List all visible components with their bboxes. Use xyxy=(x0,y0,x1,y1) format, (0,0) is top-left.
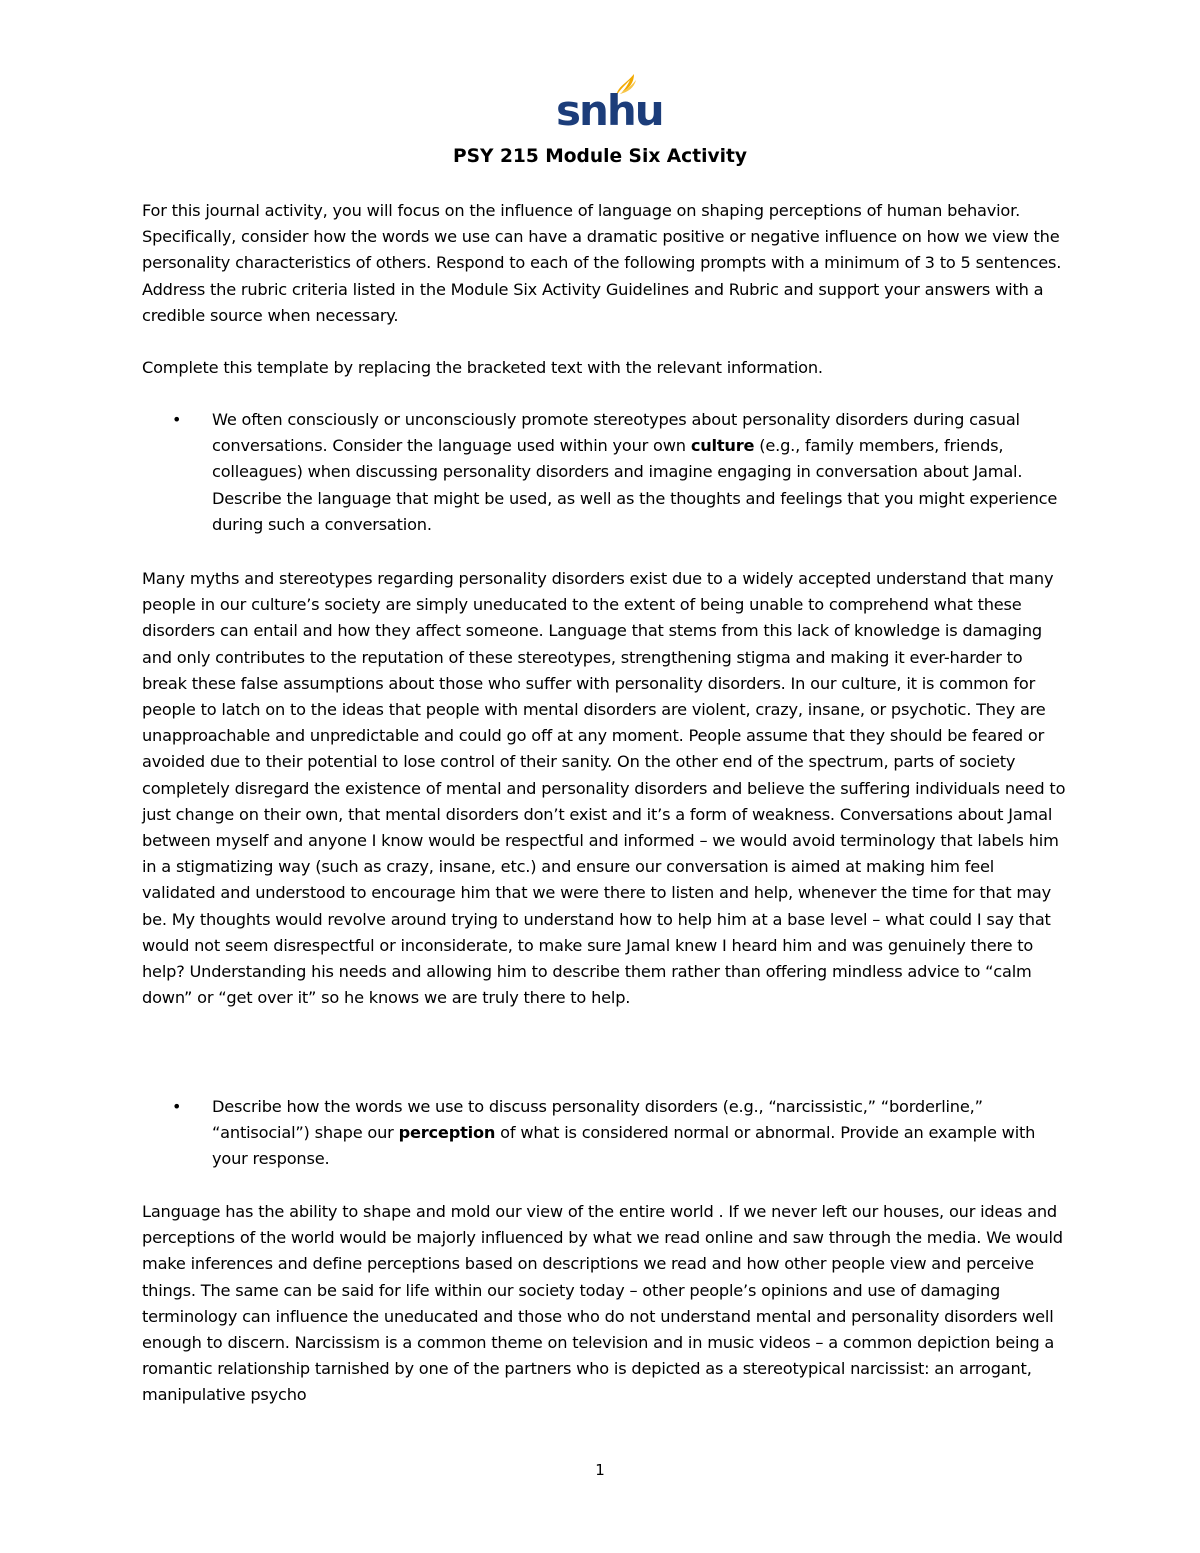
prompt-1-text xyxy=(212,407,1067,538)
prompt-1-after: (e.g., family members, friends, colleagues) when discussing personality disorders and imagine engaging in conversation about Jamal. Describe the language that might be used, as well as the thoughts and feelings that you might experience during such a conversation. xyxy=(212,436,1058,534)
page-number: 1 xyxy=(595,1461,605,1479)
bullet-marker: • xyxy=(172,1097,182,1116)
prompt-1 xyxy=(172,407,1067,538)
document-title: PSY 215 Module Six Activity xyxy=(453,146,747,167)
prompt-2 xyxy=(172,1094,1067,1173)
template-instruction: Complete this template by replacing the bracketed text with the relevant information. xyxy=(142,358,823,377)
prompt-1-bold: culture xyxy=(690,436,755,456)
answer-2-paragraph: Language has the ability to shape and mold our view of the entire world . If we never left our houses, our ideas and perceptions of the world would be majorly influenced by what we read online and saw through the media. We would make inferences and define perceptions based on descriptions we read and how other people view and perceive things. The same can be said for life within our society today – other people’s opinions and use of damaging terminology can influence the uneducated and those who do not understand mental and personality disorders well enough to discern. Narcissism is a common theme on television and in music videos – a common depiction being a romantic relationship tarnished by one of the partners who is depicted as a stereotypical narcissist: an arrogant, manipulative psycho xyxy=(142,1202,1063,1405)
prompt-2-text xyxy=(212,1094,1067,1173)
snhu-logo xyxy=(556,72,663,135)
bullet-marker: • xyxy=(172,410,182,429)
prompt-2-bold: perception xyxy=(398,1123,496,1143)
answer-1-paragraph: Many myths and stereotypes regarding personality disorders exist due to a widely accepted understand that many people in our culture’s society are simply uneducated to the extent of being unable to comprehend what these disorders can entail and how they affect someone. Language that stems from this lack of knowledge is damaging and only contributes to the reputation of these stereotypes, strengthening stigma and making it ever-harder to break these false assumptions about those who suffer with personality disorders. In our culture, it is common for people to latch on to the ideas that people with mental disorders are violent, crazy, insane, or psychotic. They are unapproachable and unpredictable and could go off at any moment. People assume that they should be feared or avoided due to their potential to lose control of their sanity. On the other end of the spectrum, parts of society completely disregard the existence of mental and personality disorders and believe the suffering individuals need to just change on their own, that mental disorders don’t exist and it’s a form of weakness. Conversations about Jamal between myself and anyone I know would be respectful and informed – we would avoid terminology that labels him in a stigmatizing way (such as crazy, insane, etc.) and ensure our conversation is aimed at making him feel validated and understood to encourage him that we were there to listen and help, whenever the time for that may be. My thoughts would revolve around trying to understand how to help him at a base level – what could I say that would not seem disrespectful or inconsiderate, to make sure Jamal knew I heard him and was genuinely there to help? Understanding his needs and allowing him to describe them rather than offering mindless advice to “calm down” or “get over it” so he knows we are truly there to help. xyxy=(142,569,1066,1008)
prompt-2-after: of what is considered normal or abnormal. Provide an example with your response. xyxy=(212,1123,1036,1169)
prompt-1-before: We often consciously or unconsciously promote stereotypes about personality disorders during casual conversations. Consider the language used within your own xyxy=(212,410,1020,456)
intro-paragraph: For this journal activity, you will focus on the influence of language on shaping perceptions of human behavior. Specifically, consider how the words we use can have a dramatic positive or negative influence on how we view the personality characteristics of others. Respond to each of the following prompts with a minimum of 3 to 5 sentences. Address the rubric criteria listed in the Module Six Activity Guidelines and Rubric and support your answers with a credible source when necessary. xyxy=(142,201,1062,325)
prompt-2-before: Describe how the words we use to discuss personality disorders (e.g., “narcissistic,” “borderline,” “antisocial”) shape our xyxy=(212,1097,983,1143)
logo-wordmark: snhu xyxy=(556,86,663,135)
